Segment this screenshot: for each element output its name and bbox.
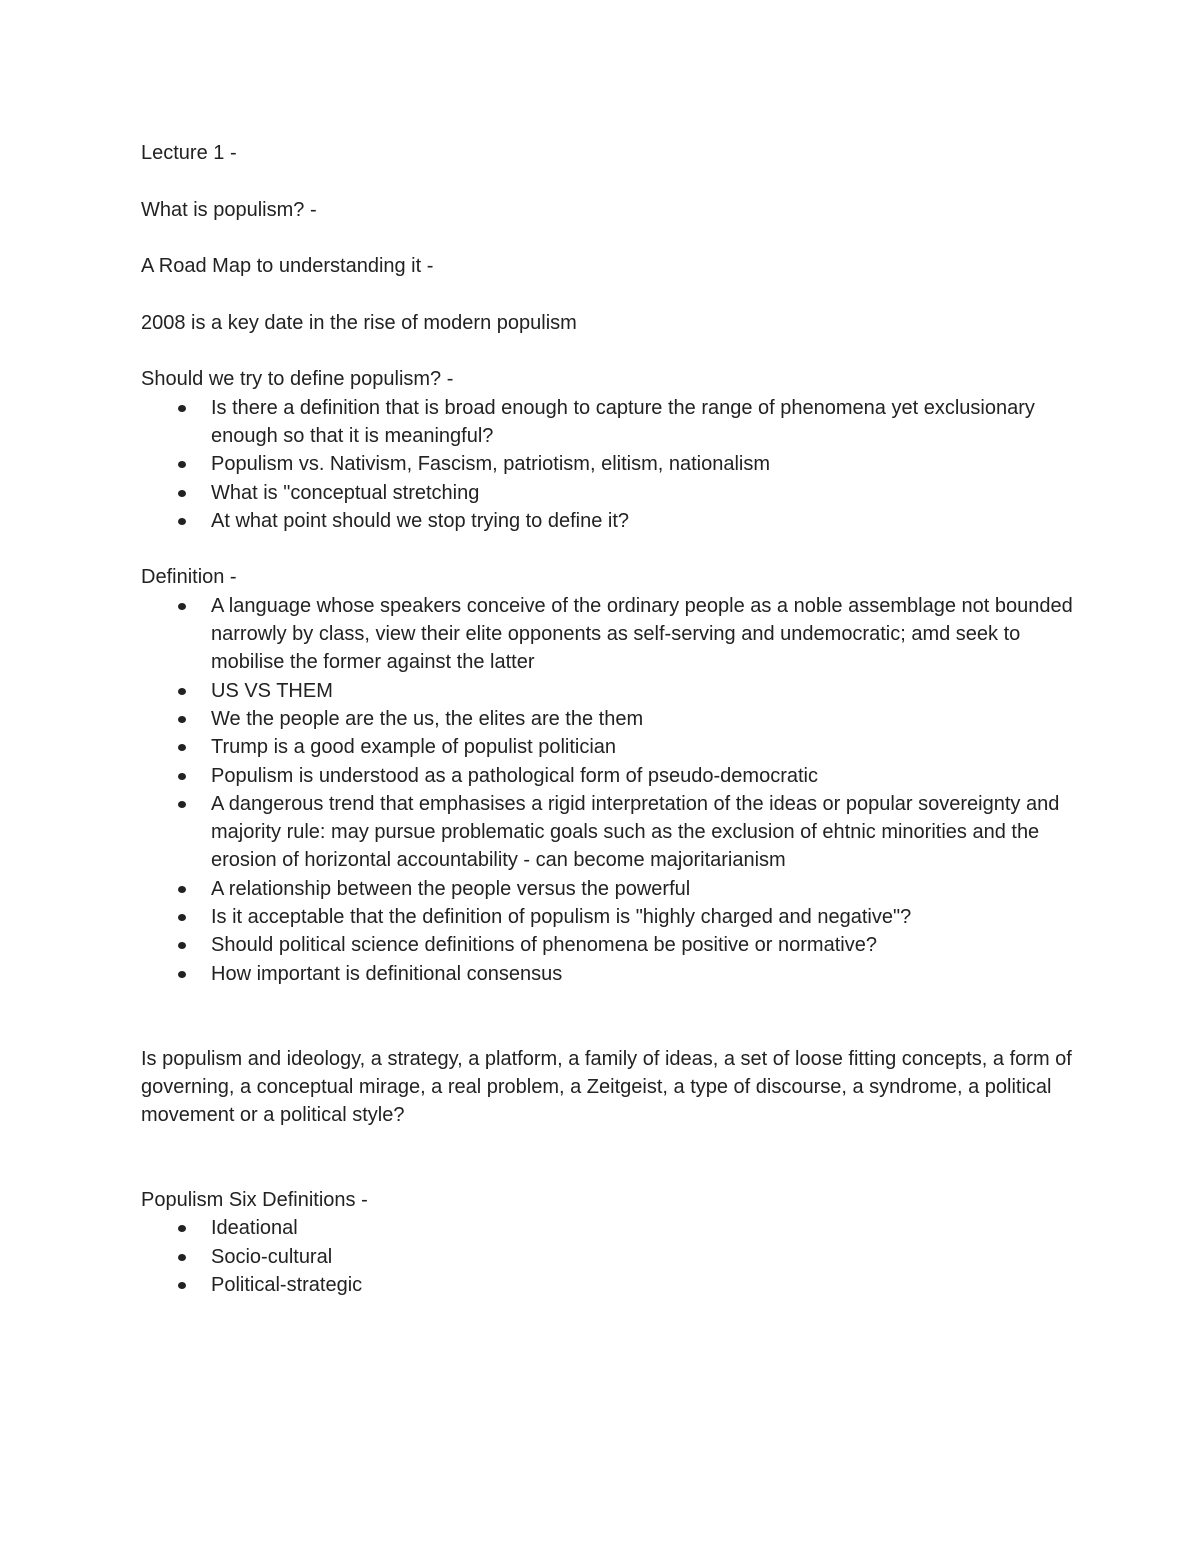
list-item-text: Ideational — [211, 1217, 298, 1240]
list-item-text: A dangerous trend that emphasises a rigid interpretation of the ideas or popular sovereignty and majority rule: may pursue problematic goals such as the exclusion of ehtnic minorities and the erosion of horizontal accountability - can become majoritarianism — [211, 792, 1060, 872]
bullet-icon — [178, 1282, 186, 1289]
list-item-text: What is "conceptual stretching — [211, 481, 480, 504]
bullet-icon — [178, 801, 186, 808]
bullet-icon — [178, 490, 186, 497]
bullet-icon — [178, 716, 186, 723]
list-item — [211, 875, 1081, 903]
list-item — [211, 507, 1081, 535]
list-item — [211, 762, 1081, 790]
bullet-icon — [178, 971, 186, 978]
list-item-text: Is it acceptable that the definition of populism is "highly charged and negative"? — [211, 906, 912, 929]
list-item — [211, 1214, 1081, 1242]
list-item-text: Socio-cultural — [211, 1245, 333, 1268]
lecture-title: Lecture 1 - — [141, 142, 237, 164]
list-item — [211, 903, 1081, 931]
list-item — [211, 733, 1081, 761]
list-item — [211, 790, 1081, 875]
define-heading: Should we try to define populism? - — [141, 368, 454, 391]
list-item — [211, 1243, 1081, 1271]
list-item-text: US VS THEM — [211, 679, 333, 702]
list-item-text: Political-strategic — [211, 1273, 363, 1296]
list-item-text: Populism is understood as a pathological form of pseudo-democratic — [211, 764, 818, 787]
list-item — [211, 479, 1081, 507]
list-item-text: Is there a definition that is broad enough to capture the range of phenomena yet exclusionary enough so that it is meaningful? — [211, 396, 1035, 447]
list-item-text: We the people are the us, the elites are the them — [211, 707, 644, 730]
list-item — [211, 450, 1081, 478]
list-item — [211, 1271, 1081, 1299]
list-item — [211, 960, 1081, 988]
bullet-icon — [178, 942, 186, 949]
bullet-icon — [178, 461, 186, 468]
list-item-text: How important is definitional consensus — [211, 962, 563, 985]
list-item — [211, 592, 1081, 677]
bullet-icon — [178, 405, 186, 412]
list-item — [211, 677, 1081, 705]
list-item-text: Trump is a good example of populist politician — [211, 736, 617, 759]
list-item-text: A language whose speakers conceive of the ordinary people as a noble assemblage not bounded narrowly by class, view their elite opponents as self-serving and undemocratic; amd seek to mobilise the former against the latter — [211, 594, 1073, 674]
six-definitions-heading: Populism Six Definitions - — [141, 1188, 368, 1211]
bullet-icon — [178, 886, 186, 893]
define-bullet-list — [141, 394, 1081, 535]
document-page — [141, 139, 1081, 1299]
list-item-text: At what point should we stop trying to define it? — [211, 509, 630, 532]
list-item-text: Populism vs. Nativism, Fascism, patriotism, elitism, nationalism — [211, 453, 771, 476]
bullet-icon — [178, 603, 186, 610]
question-heading: What is populism? - — [141, 198, 317, 221]
list-item — [211, 394, 1081, 451]
ideology-question: Is populism and ideology, a strategy, a platform, a family of ideas, a set of loose fitting concepts, a form of governing, a conceptual mirage, a real problem, a Zeitgeist, a type of discourse, a syndrome, a political movement or a political style? — [141, 1047, 1072, 1127]
definition-bullet-list — [141, 592, 1081, 988]
list-item — [211, 931, 1081, 959]
definition-heading: Definition - — [141, 566, 237, 589]
six-definitions-bullet-list — [141, 1214, 1081, 1299]
list-item-text: Should political science definitions of phenomena be positive or normative? — [211, 934, 877, 957]
road-map-line: A Road Map to understanding it - — [141, 255, 434, 278]
bullet-icon — [178, 1254, 186, 1261]
bullet-icon — [178, 744, 186, 751]
list-item-text: A relationship between the people versus the powerful — [211, 877, 691, 900]
bullet-icon — [178, 773, 186, 780]
bullet-icon — [178, 914, 186, 921]
bullet-icon — [178, 518, 186, 525]
bullet-icon — [178, 1225, 186, 1232]
list-item — [211, 705, 1081, 733]
key-date-line: 2008 is a key date in the rise of modern populism — [141, 311, 577, 334]
bullet-icon — [178, 688, 186, 695]
